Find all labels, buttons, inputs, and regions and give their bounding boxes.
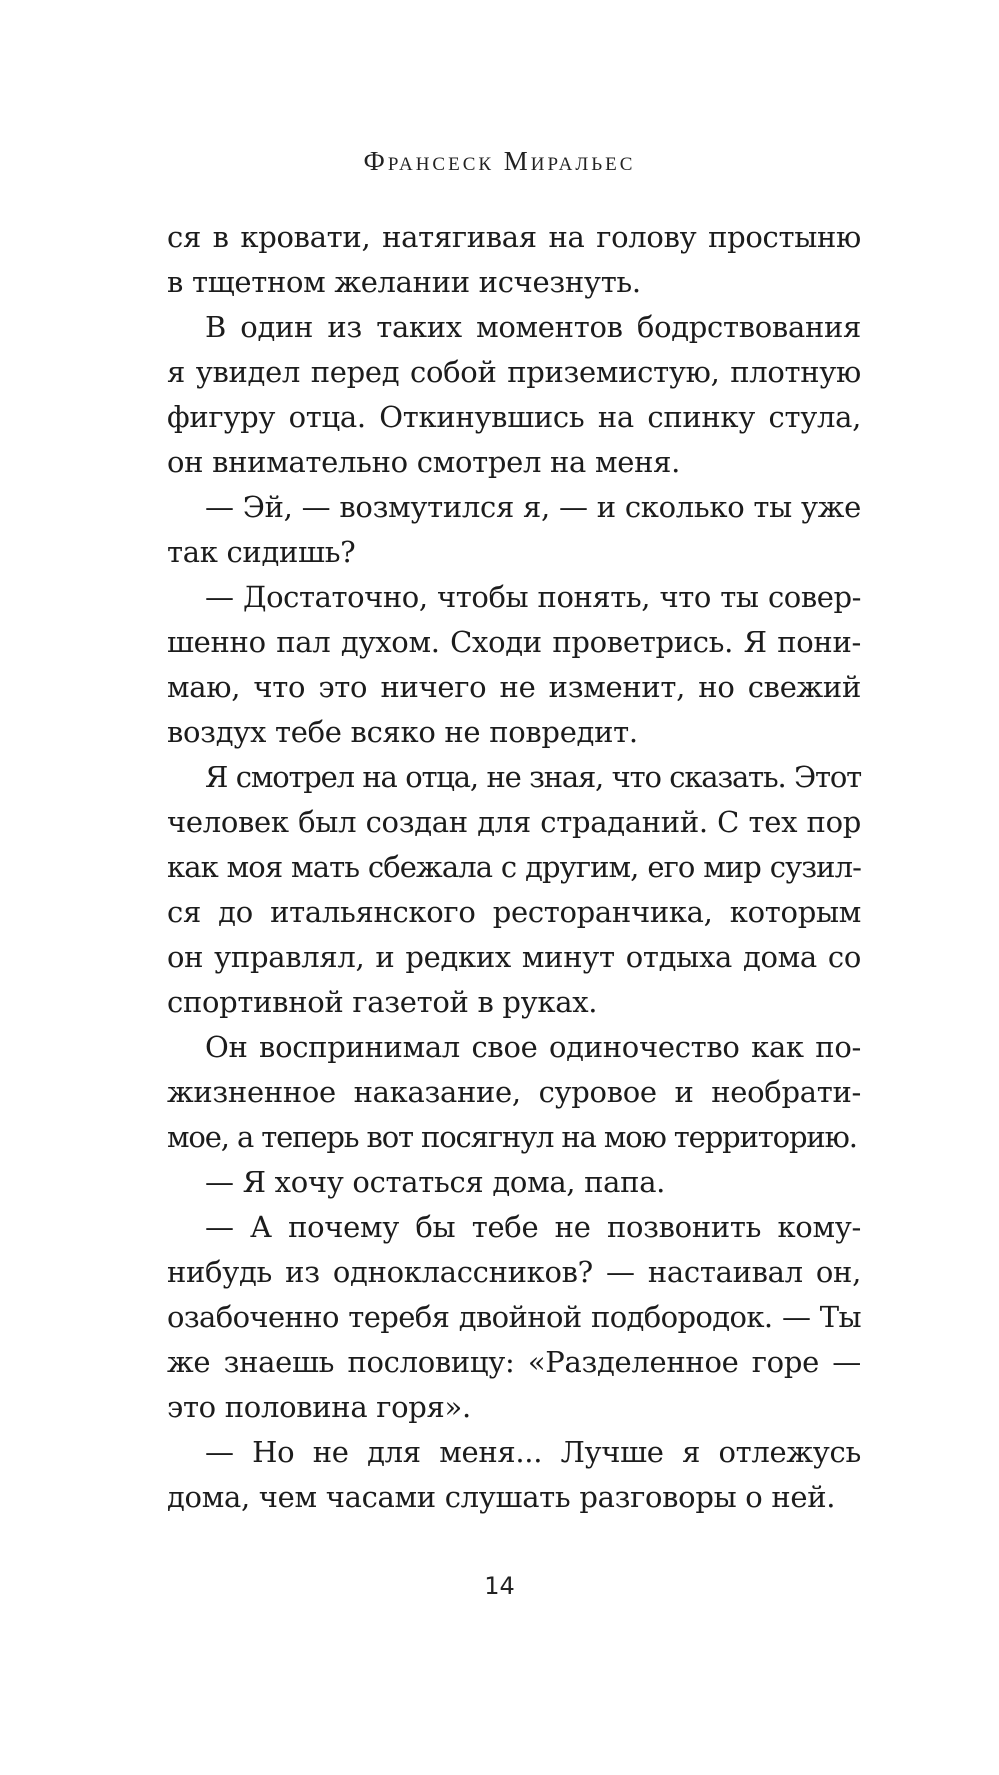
paragraph: [167, 755, 861, 1025]
text-line: ся в кровати, натягивая на голову простыню: [167, 220, 861, 254]
body-text: [167, 215, 861, 1520]
text-line: Я смотрел на отца, не зная, что сказать. Этот: [205, 760, 861, 794]
text-line: — А почему бы тебе не позвонить кому-: [205, 1210, 861, 1244]
text-line: фигуру отца. Откинувшись на спинку стула,: [167, 400, 861, 434]
text-line: озабоченно теребя двойной подбородок. — Ты: [167, 1300, 861, 1334]
text-line: я увидел перед собой приземистую, плотную: [167, 355, 861, 389]
text-line: дома, чем часами слушать разговоры о ней.: [167, 1480, 836, 1514]
text-line: ся до итальянского ресторанчика, которым: [167, 895, 861, 929]
text-line: воздух тебе всяко не повредит.: [167, 715, 638, 749]
running-head-author: Франсеск Миральес: [363, 146, 636, 176]
text-line: в тщетном желании исчезнуть.: [167, 265, 641, 299]
text-line: он управлял, и редких минут отдыха дома со: [167, 940, 861, 974]
text-line: спортивной газетой в руках.: [167, 985, 598, 1019]
text-line: же знаешь пословицу: «Разделенное горе —: [167, 1345, 861, 1379]
text-line: маю, что это ничего не изменит, но свежий: [167, 670, 861, 704]
paragraph: [167, 1160, 861, 1205]
text-line: человек был создан для страданий. С тех пор: [167, 805, 861, 839]
text-line: — Но не для меня... Лучше я отлежусь: [205, 1435, 861, 1469]
text-line: как моя мать сбежала с другим, его мир сузил-: [167, 850, 861, 884]
text-line: это половина горя».: [167, 1390, 471, 1424]
paragraph: [167, 215, 861, 305]
text-line: — Я хочу остаться дома, папа.: [205, 1165, 666, 1199]
paragraph: [167, 485, 861, 575]
text-line: — Эй, — возмутился я, — и сколько ты уже: [205, 490, 861, 524]
text-line: В один из таких моментов бодрствования: [205, 310, 861, 344]
paragraph: [167, 305, 861, 485]
text-line: так сидишь?: [167, 535, 356, 569]
paragraph: [167, 1430, 861, 1520]
text-line: шенно пал духом. Сходи проветрись. Я пони-: [167, 625, 861, 659]
text-line: жизненное наказание, суровое и необрати-: [167, 1075, 861, 1109]
text-line: — Достаточно, чтобы понять, что ты совер-: [205, 580, 861, 614]
page-number: 14: [484, 1572, 515, 1600]
paragraph: [167, 1025, 861, 1160]
text-line: Он воспринимал свое одиночество как по-: [205, 1030, 861, 1064]
text-line: нибудь из одноклассников? — настаивал он,: [167, 1255, 861, 1289]
paragraph: [167, 1205, 861, 1430]
text-line: он внимательно смотрел на меня.: [167, 445, 681, 479]
text-line: мое, а теперь вот посягнул на мою территорию.: [167, 1120, 857, 1154]
paragraph: [167, 575, 861, 755]
